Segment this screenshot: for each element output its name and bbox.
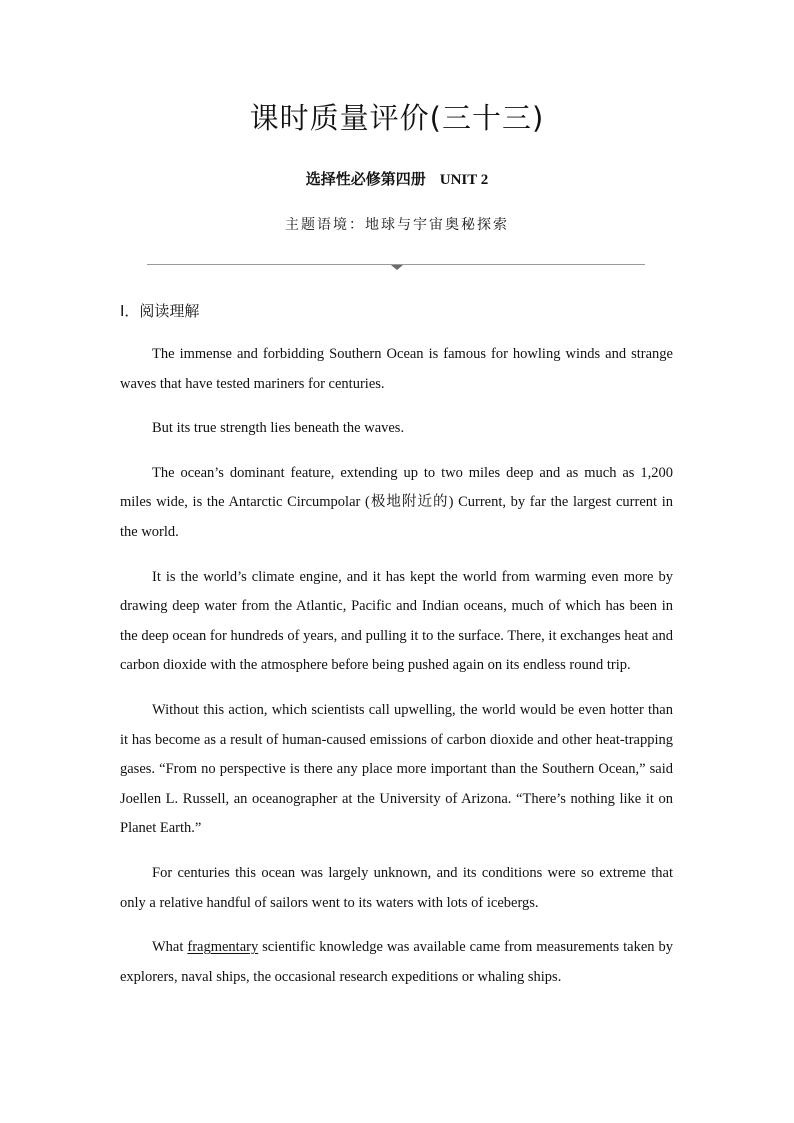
paragraph-5: Without this action, which scientists call upwelling, the world would be even hotter than it has become as a result of human-caused emissions of carbon dioxide and other heat-trapping gases. “From no perspective is there any place more important than the Southern Ocean,” said Joellen L. Russell, an oceanographer at the University of Arizona. “There’s nothing like it on Planet Earth.” xyxy=(120,701,673,837)
paragraph-3: The ocean’s dominant feature, extending up to two miles deep and as much as 1,200 miles wide, is the Antarctic Circumpolar (极地附近的) Current, by far the largest current in the world. xyxy=(120,464,673,540)
paragraph-6: For centuries this ocean was largely unknown, and its conditions were so extreme that only a relative handful of sailors went to its waters with lots of icebergs. xyxy=(120,864,673,911)
paragraph-1: The immense and forbidding Southern Ocean is famous for howling winds and strange waves that have tested mariners for centuries. xyxy=(120,346,673,392)
section-heading: Ⅰ．阅读理解 xyxy=(120,302,200,320)
paragraph-7-rest: scientific knowledge was available came from measurements taken by explorers, naval ships, the occasional research expeditions or whaling ships. xyxy=(120,939,673,985)
subtitle-unit: UNIT 2 xyxy=(439,172,489,188)
paragraph-7-start: What xyxy=(152,939,188,956)
paragraph-2: But its true strength lies beneath the waves. xyxy=(152,420,405,437)
paragraph-4: It is the world’s climate engine, and it has kept the world from warming even more by drawing deep water from the Atlantic, Pacific and Indian oceans, much of which has been in the deep ocean for hundreds of years, and pulling it to the surface. There, it exchanges heat and carbon dioxide with the atmosphere before being pushed again on its endless round trip. xyxy=(120,568,673,674)
page-title: 课时质量评价(三十三) xyxy=(249,101,545,135)
subtitle-book: 选择性必修第四册 xyxy=(305,170,426,188)
divider-arrow-icon xyxy=(391,265,403,270)
subtitle xyxy=(0,168,794,189)
paragraph-7 xyxy=(120,933,673,992)
reading-passage xyxy=(120,340,673,1007)
theme-context: 主题语境：地球与宇宙奥秘探索 xyxy=(285,217,509,233)
underlined-word: fragmentary xyxy=(187,939,259,956)
